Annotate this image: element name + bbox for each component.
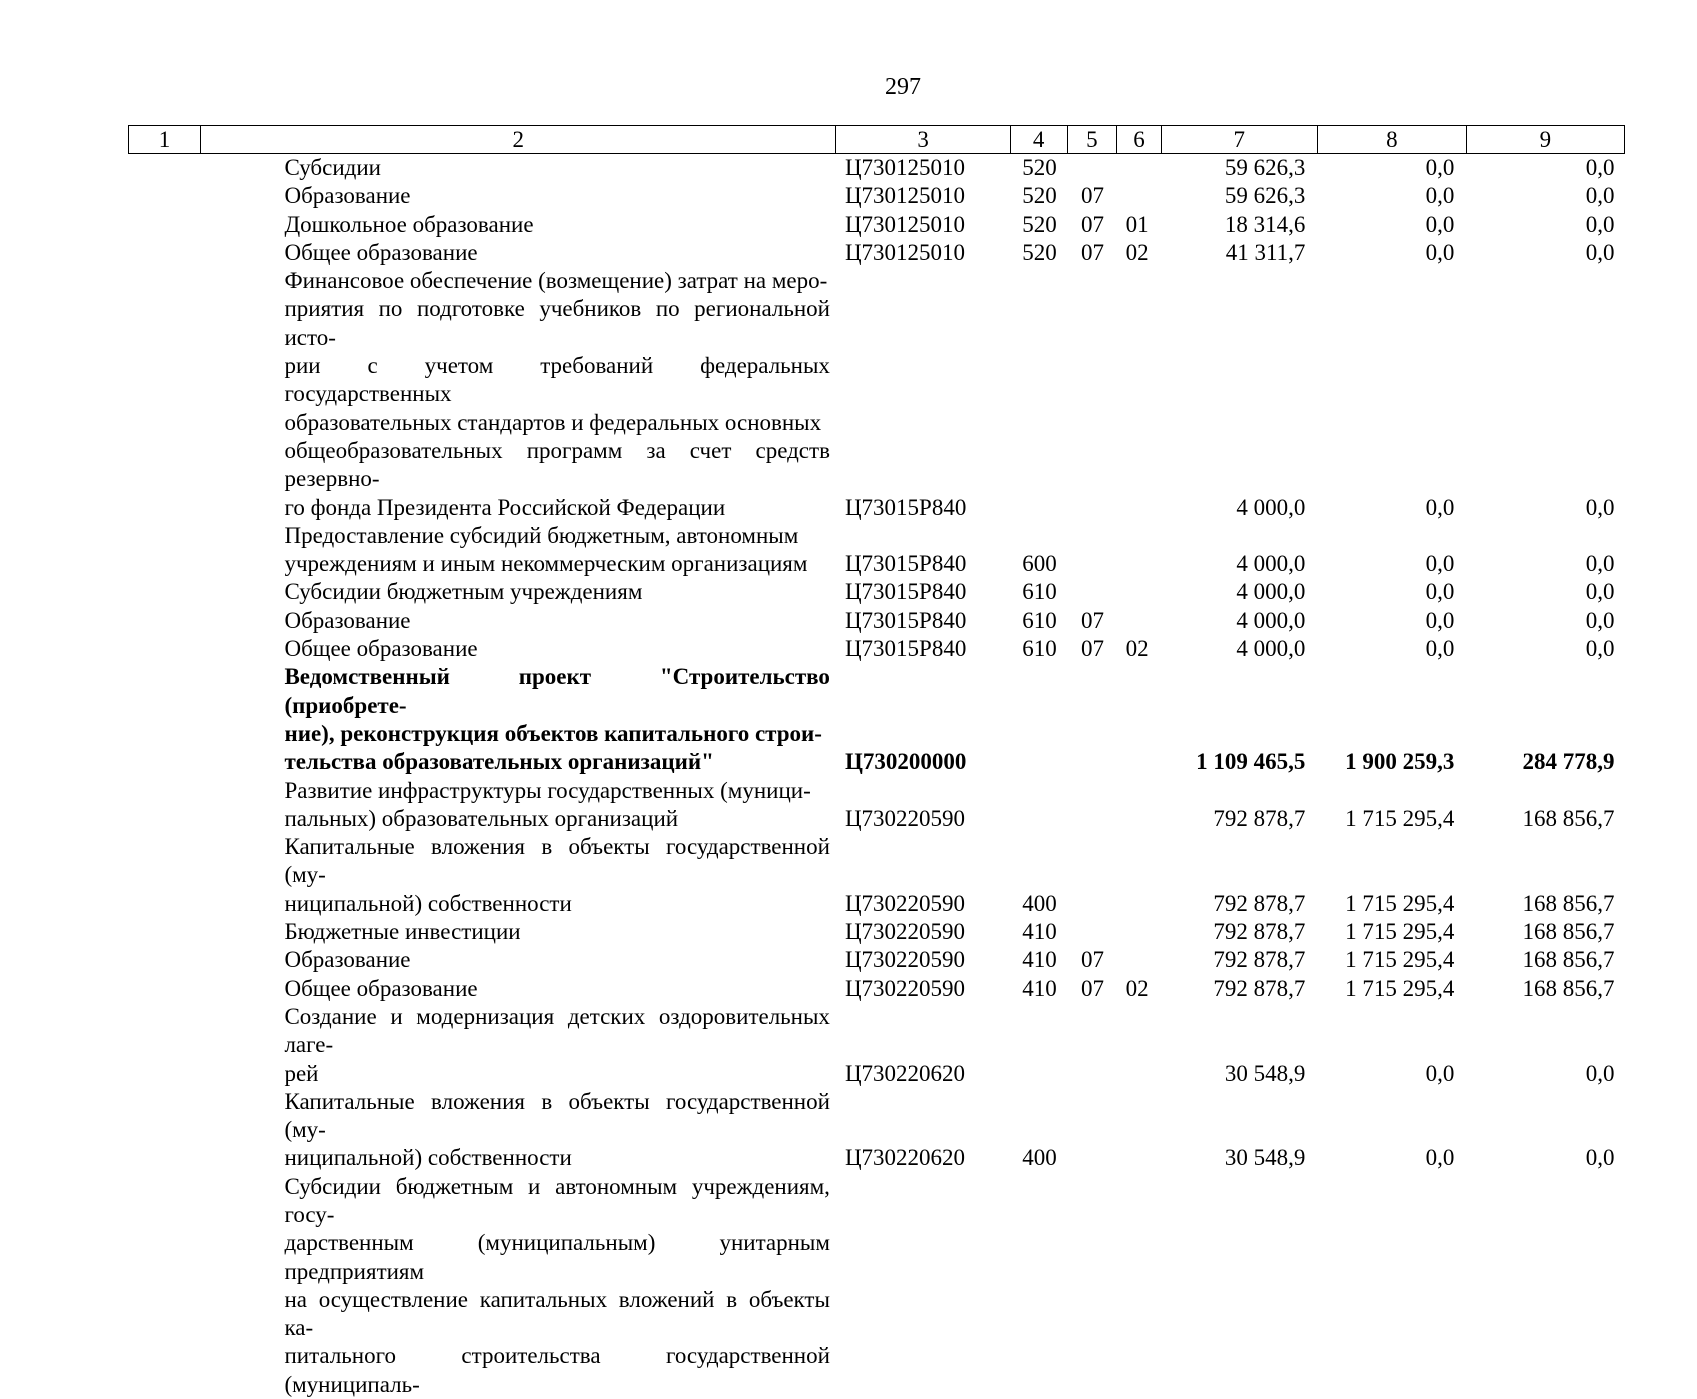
- amount-year3-cell: 168 856,7: [1466, 918, 1624, 946]
- item-name-line: Предоставление субсидий бюджетным, автономным: [284, 522, 829, 550]
- expense-type-cell: [1010, 1003, 1067, 1088]
- item-name-cell: [200, 211, 835, 239]
- item-name-line: ние), реконструкция объектов капитального строи-: [284, 720, 829, 748]
- expense-type-cell: 610: [1010, 635, 1067, 663]
- item-name-cell: [200, 182, 835, 210]
- amount-year2-cell: 0,0: [1317, 239, 1466, 267]
- row-number-cell: [129, 154, 201, 183]
- table-row: [129, 663, 1625, 776]
- amount-year3-cell: 284 778,9: [1466, 663, 1624, 776]
- amount-year1-cell: 41 311,7: [1161, 239, 1317, 267]
- amount-year2-cell: 1 715 295,4: [1317, 918, 1466, 946]
- item-name-line: учреждениям и иным некоммерческим организациям: [284, 550, 829, 578]
- budget-code-cell: Ц730220620: [836, 1003, 1010, 1088]
- subsection-cell: [1117, 154, 1162, 183]
- expense-type-cell: 520: [1010, 182, 1067, 210]
- item-name-line: Финансовое обеспечение (возмещение) затрат на меро-: [284, 267, 829, 295]
- table-row: [129, 607, 1625, 635]
- subsection-cell: [1117, 663, 1162, 776]
- amount-year2-cell: [1317, 1173, 1466, 1399]
- budget-code-cell: Ц730125010: [836, 182, 1010, 210]
- row-number-cell: [129, 1088, 201, 1173]
- item-name-line: Образование: [284, 182, 829, 210]
- amount-year1-cell: 792 878,7: [1161, 777, 1317, 834]
- amount-year1-cell: 30 548,9: [1161, 1003, 1317, 1088]
- budget-code-cell: Ц73015Р840: [836, 522, 1010, 579]
- expense-type-cell: 410: [1010, 975, 1067, 1003]
- table-row: [129, 975, 1625, 1003]
- amount-year3-cell: 0,0: [1466, 239, 1624, 267]
- row-number-cell: [129, 182, 201, 210]
- amount-year2-cell: 0,0: [1317, 154, 1466, 183]
- section-cell: [1067, 663, 1117, 776]
- header-row: [129, 126, 1625, 154]
- row-number-cell: [129, 578, 201, 606]
- expense-type-cell: 520: [1010, 154, 1067, 183]
- budget-code-cell: Ц730125010: [836, 239, 1010, 267]
- item-name-cell: [200, 663, 835, 776]
- row-number-cell: [129, 975, 201, 1003]
- item-name-line: Общее образование: [284, 975, 829, 1003]
- amount-year3-cell: 168 856,7: [1466, 833, 1624, 918]
- amount-year3-cell: 0,0: [1466, 578, 1624, 606]
- item-name-line: Образование: [284, 946, 829, 974]
- item-name-cell: [200, 239, 835, 267]
- amount-year2-cell: 0,0: [1317, 607, 1466, 635]
- subsection-cell: [1117, 1088, 1162, 1173]
- subsection-cell: [1117, 1003, 1162, 1088]
- section-cell: [1067, 154, 1117, 183]
- item-name-line: Создание и модернизация детских оздоровительных лаге-: [284, 1003, 829, 1060]
- item-name-line: Дошкольное образование: [284, 211, 829, 239]
- column-header-4: 4: [1010, 126, 1067, 154]
- amount-year3-cell: 0,0: [1466, 154, 1624, 183]
- item-name-line: образовательных стандартов и федеральных основных: [284, 409, 829, 437]
- table-row: [129, 1088, 1625, 1173]
- amount-year3-cell: 168 856,7: [1466, 975, 1624, 1003]
- amount-year3-cell: 0,0: [1466, 182, 1624, 210]
- amount-year2-cell: 0,0: [1317, 578, 1466, 606]
- item-name-line: дарственным (муниципальным) унитарным предприятиям: [284, 1229, 829, 1286]
- item-name-line: го фонда Президента Российской Федерации: [284, 494, 829, 522]
- amount-year1-cell: 59 626,3: [1161, 154, 1317, 183]
- table-row: [129, 522, 1625, 579]
- item-name-cell: [200, 1173, 835, 1399]
- column-header-9: 9: [1466, 126, 1624, 154]
- item-name-cell: [200, 267, 835, 522]
- budget-code-cell: Ц730220590: [836, 918, 1010, 946]
- row-number-cell: [129, 1173, 201, 1399]
- amount-year1-cell: 30 548,9: [1161, 1088, 1317, 1173]
- table-row: [129, 1003, 1625, 1088]
- expense-type-cell: 400: [1010, 1088, 1067, 1173]
- row-number-cell: [129, 946, 201, 974]
- item-name-line: Образование: [284, 607, 829, 635]
- section-cell: 07: [1067, 975, 1117, 1003]
- expense-type-cell: 610: [1010, 607, 1067, 635]
- row-number-cell: [129, 663, 201, 776]
- item-name-line: ниципальной) собственности: [284, 890, 829, 918]
- section-cell: 07: [1067, 239, 1117, 267]
- budget-code-cell: Ц73015Р840: [836, 578, 1010, 606]
- section-cell: [1067, 918, 1117, 946]
- expense-type-cell: [1010, 663, 1067, 776]
- budget-code-cell: Ц730220590: [836, 833, 1010, 918]
- column-header-2: 2: [200, 126, 835, 154]
- subsection-cell: [1117, 267, 1162, 522]
- section-cell: 07: [1067, 211, 1117, 239]
- budget-code-cell: Ц730125010: [836, 154, 1010, 183]
- amount-year2-cell: 0,0: [1317, 522, 1466, 579]
- amount-year2-cell: 1 715 295,4: [1317, 833, 1466, 918]
- budget-code-cell: Ц730220590: [836, 777, 1010, 834]
- table-row: [129, 154, 1625, 183]
- section-cell: [1067, 1088, 1117, 1173]
- item-name-line: Субсидии бюджетным и автономным учреждениям, госу-: [284, 1173, 829, 1230]
- subsection-cell: [1117, 522, 1162, 579]
- item-name-line: Общее образование: [284, 635, 829, 663]
- section-cell: 07: [1067, 946, 1117, 974]
- amount-year1-cell: 4 000,0: [1161, 607, 1317, 635]
- amount-year1-cell: [1161, 1173, 1317, 1399]
- item-name-line: питального строительства государственной (муниципаль-: [284, 1342, 829, 1399]
- subsection-cell: 02: [1117, 975, 1162, 1003]
- amount-year3-cell: 0,0: [1466, 1088, 1624, 1173]
- budget-code-cell: Ц730220590: [836, 975, 1010, 1003]
- column-header-6: 6: [1117, 126, 1162, 154]
- table-row: [129, 777, 1625, 834]
- subsection-cell: 01: [1117, 211, 1162, 239]
- section-cell: [1067, 833, 1117, 918]
- amount-year3-cell: 0,0: [1466, 211, 1624, 239]
- table-row: [129, 182, 1625, 210]
- amount-year2-cell: 0,0: [1317, 267, 1466, 522]
- expense-type-cell: 400: [1010, 833, 1067, 918]
- amount-year2-cell: 1 715 295,4: [1317, 975, 1466, 1003]
- budget-code-cell: Ц730200000: [836, 663, 1010, 776]
- page-number: 297: [0, 73, 1697, 101]
- column-header-8: 8: [1317, 126, 1466, 154]
- expense-type-cell: 520: [1010, 211, 1067, 239]
- expense-type-cell: [1010, 777, 1067, 834]
- section-cell: [1067, 578, 1117, 606]
- section-cell: [1067, 1003, 1117, 1088]
- amount-year2-cell: 1 715 295,4: [1317, 777, 1466, 834]
- item-name-line: Ведомственный проект "Строительство (приобрете-: [284, 663, 829, 720]
- section-cell: 07: [1067, 635, 1117, 663]
- budget-code-cell: [836, 1173, 1010, 1399]
- amount-year2-cell: 0,0: [1317, 1003, 1466, 1088]
- budget-table: [128, 125, 1625, 1399]
- amount-year2-cell: 1 715 295,4: [1317, 946, 1466, 974]
- table-row: [129, 578, 1625, 606]
- amount-year3-cell: 0,0: [1466, 635, 1624, 663]
- amount-year2-cell: 0,0: [1317, 1088, 1466, 1173]
- item-name-cell: [200, 946, 835, 974]
- table-row: [129, 833, 1625, 918]
- section-cell: [1067, 1173, 1117, 1399]
- item-name-line: Развитие инфраструктуры государственных (муници-: [284, 777, 829, 805]
- section-cell: [1067, 522, 1117, 579]
- amount-year1-cell: 4 000,0: [1161, 267, 1317, 522]
- row-number-cell: [129, 607, 201, 635]
- item-name-cell: [200, 635, 835, 663]
- item-name-line: приятия по подготовке учебников по региональной исто-: [284, 295, 829, 352]
- table-row: [129, 946, 1625, 974]
- amount-year3-cell: 0,0: [1466, 607, 1624, 635]
- amount-year3-cell: [1466, 1173, 1624, 1399]
- item-name-line: тельства образовательных организаций": [284, 748, 829, 776]
- budget-code-cell: Ц730220590: [836, 946, 1010, 974]
- column-header-1: 1: [129, 126, 201, 154]
- item-name-cell: [200, 777, 835, 834]
- section-cell: [1067, 267, 1117, 522]
- amount-year1-cell: 4 000,0: [1161, 578, 1317, 606]
- amount-year3-cell: 0,0: [1466, 1003, 1624, 1088]
- amount-year3-cell: 168 856,7: [1466, 946, 1624, 974]
- subsection-cell: [1117, 946, 1162, 974]
- amount-year2-cell: 0,0: [1317, 182, 1466, 210]
- item-name-line: рии с учетом требований федеральных государственных: [284, 352, 829, 409]
- row-number-cell: [129, 522, 201, 579]
- subsection-cell: [1117, 182, 1162, 210]
- budget-code-cell: Ц73015Р840: [836, 607, 1010, 635]
- amount-year3-cell: 0,0: [1466, 522, 1624, 579]
- item-name-line: пальных) образовательных организаций: [284, 805, 829, 833]
- item-name-cell: [200, 833, 835, 918]
- row-number-cell: [129, 267, 201, 522]
- subsection-cell: 02: [1117, 635, 1162, 663]
- expense-type-cell: 610: [1010, 578, 1067, 606]
- amount-year3-cell: 168 856,7: [1466, 777, 1624, 834]
- amount-year1-cell: 792 878,7: [1161, 946, 1317, 974]
- amount-year1-cell: 4 000,0: [1161, 635, 1317, 663]
- amount-year2-cell: 1 900 259,3: [1317, 663, 1466, 776]
- table-row: [129, 211, 1625, 239]
- expense-type-cell: 600: [1010, 522, 1067, 579]
- expense-type-cell: 410: [1010, 918, 1067, 946]
- amount-year1-cell: 18 314,6: [1161, 211, 1317, 239]
- section-cell: 07: [1067, 182, 1117, 210]
- table-row: [129, 267, 1625, 522]
- column-header-7: 7: [1161, 126, 1317, 154]
- amount-year2-cell: 0,0: [1317, 635, 1466, 663]
- amount-year3-cell: 0,0: [1466, 267, 1624, 522]
- row-number-cell: [129, 777, 201, 834]
- expense-type-cell: 410: [1010, 946, 1067, 974]
- row-number-cell: [129, 918, 201, 946]
- subsection-cell: 02: [1117, 239, 1162, 267]
- amount-year1-cell: 792 878,7: [1161, 975, 1317, 1003]
- row-number-cell: [129, 1003, 201, 1088]
- item-name-line: Субсидии: [284, 154, 829, 182]
- item-name-line: Общее образование: [284, 239, 829, 267]
- item-name-cell: [200, 578, 835, 606]
- expense-type-cell: [1010, 1173, 1067, 1399]
- item-name-line: на осуществление капитальных вложений в объекты ка-: [284, 1286, 829, 1343]
- budget-code-cell: Ц730220620: [836, 1088, 1010, 1173]
- item-name-line: общеобразовательных программ за счет средств резервно-: [284, 437, 829, 494]
- row-number-cell: [129, 833, 201, 918]
- subsection-cell: [1117, 578, 1162, 606]
- item-name-cell: [200, 607, 835, 635]
- item-name-cell: [200, 918, 835, 946]
- row-number-cell: [129, 635, 201, 663]
- table-row: [129, 918, 1625, 946]
- amount-year2-cell: 0,0: [1317, 211, 1466, 239]
- item-name-line: рей: [284, 1060, 829, 1088]
- budget-code-cell: Ц73015Р840: [836, 635, 1010, 663]
- row-number-cell: [129, 239, 201, 267]
- item-name-cell: [200, 522, 835, 579]
- item-name-cell: [200, 1088, 835, 1173]
- section-cell: 07: [1067, 607, 1117, 635]
- table-row: [129, 239, 1625, 267]
- column-header-5: 5: [1067, 126, 1117, 154]
- budget-code-cell: Ц730125010: [836, 211, 1010, 239]
- amount-year1-cell: 792 878,7: [1161, 918, 1317, 946]
- column-header-3: 3: [836, 126, 1010, 154]
- amount-year1-cell: 792 878,7: [1161, 833, 1317, 918]
- table-header: [129, 126, 1625, 154]
- subsection-cell: [1117, 918, 1162, 946]
- item-name-line: ниципальной) собственности: [284, 1144, 829, 1172]
- subsection-cell: [1117, 607, 1162, 635]
- section-cell: [1067, 777, 1117, 834]
- table-body: [129, 154, 1625, 1399]
- item-name-line: Бюджетные инвестиции: [284, 918, 829, 946]
- item-name-cell: [200, 1003, 835, 1088]
- expense-type-cell: [1010, 267, 1067, 522]
- item-name-line: Субсидии бюджетным учреждениям: [284, 578, 829, 606]
- table-row: [129, 635, 1625, 663]
- budget-code-cell: Ц73015Р840: [836, 267, 1010, 522]
- item-name-cell: [200, 154, 835, 183]
- table-row: [129, 1173, 1625, 1399]
- amount-year1-cell: 4 000,0: [1161, 522, 1317, 579]
- subsection-cell: [1117, 777, 1162, 834]
- subsection-cell: [1117, 1173, 1162, 1399]
- row-number-cell: [129, 211, 201, 239]
- amount-year1-cell: 59 626,3: [1161, 182, 1317, 210]
- item-name-cell: [200, 975, 835, 1003]
- amount-year1-cell: 1 109 465,5: [1161, 663, 1317, 776]
- item-name-line: Капитальные вложения в объекты государственной (му-: [284, 1088, 829, 1145]
- subsection-cell: [1117, 833, 1162, 918]
- item-name-line: Капитальные вложения в объекты государственной (му-: [284, 833, 829, 890]
- expense-type-cell: 520: [1010, 239, 1067, 267]
